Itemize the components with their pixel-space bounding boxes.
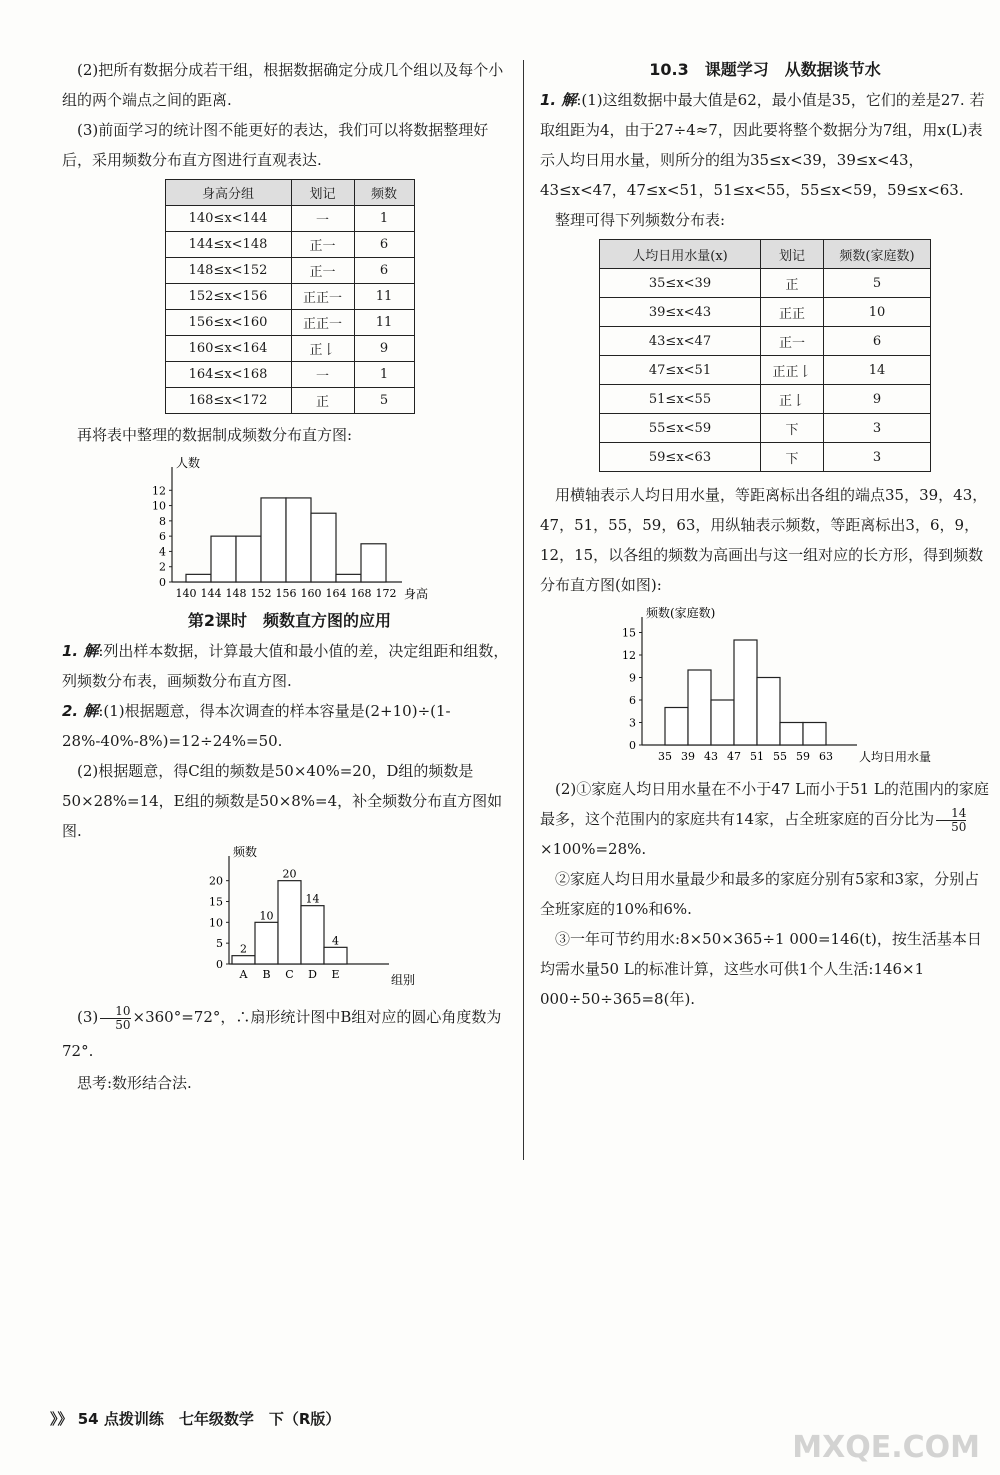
q2-text-1: :(1)根据题意，得本次调查的样本容量是(2+10)÷(1-28%-40%-8%)=12÷24%=50.: [62, 702, 451, 750]
x-tick-label: E: [331, 968, 340, 981]
table-row: [165, 232, 414, 258]
y-tick-label: 0: [216, 958, 223, 971]
histogram-bar: [301, 906, 324, 964]
table-row: [600, 414, 931, 443]
table-cell: 51≤x<55: [600, 385, 761, 414]
histogram-bar: [803, 723, 826, 746]
r-q1-paragraph: [540, 85, 990, 205]
y-tick-label: 6: [629, 694, 636, 707]
table-row: [165, 388, 414, 414]
y-tick-label: 12: [152, 484, 166, 498]
table-row: [165, 362, 414, 388]
x-tick-label: 140: [175, 587, 197, 600]
y-tick-label: 5: [216, 937, 223, 951]
table-cell: 6: [354, 232, 414, 258]
x-axis-label: 人均日用水量: [859, 750, 932, 764]
histogram-bar: [711, 700, 734, 745]
x-tick-label: B: [262, 968, 271, 981]
histogram-bar: [186, 574, 211, 582]
table-cell: 正一: [291, 232, 354, 258]
histogram-bar: [361, 544, 386, 582]
q2-number: 2. 解: [62, 702, 99, 720]
histogram-bar: [236, 536, 261, 582]
fraction-numerator: 10: [100, 1005, 130, 1019]
histogram-bar: [232, 956, 255, 964]
table-header-row: [600, 240, 931, 269]
y-tick-label: 8: [159, 514, 166, 528]
y-axis-label: 人数: [176, 456, 201, 470]
q1-number: 1. 解: [62, 642, 99, 660]
x-tick-label: D: [308, 968, 317, 981]
table-cell: 9: [354, 336, 414, 362]
r-q2-part1: [540, 774, 990, 864]
table-header: 划记: [761, 240, 824, 269]
x-axis-label: 组别: [391, 973, 416, 987]
table-cell: 正正一: [291, 310, 354, 336]
table-cell: 43≤x<47: [600, 327, 761, 356]
q2-part2: (2)根据题意，得C组的频数是50×40%=20，D组的频数是50×28%=14，E组的频数是50×8%=4，补全频数分布直方图如图.: [62, 762, 503, 840]
x-tick-label: 148: [225, 587, 247, 600]
table-cell: 160≤x<164: [165, 336, 291, 362]
table-cell: 168≤x<172: [165, 388, 291, 414]
x-axis-label: 身高: [404, 587, 429, 601]
table-cell: 140≤x<144: [165, 206, 291, 232]
y-tick-label: 2: [159, 560, 166, 574]
fraction: [100, 1005, 130, 1032]
table-cell: 5: [354, 388, 414, 414]
table-row: [165, 206, 414, 232]
x-tick-label: 164: [325, 587, 347, 600]
r-q1-text: :(1)这组数据中最大值是62，最小值是35，它们的差是27. 若取组距为4，由于27÷4≈7，因此要将整个数据分为7组，用x(L)表示人均日用水量，则所分的组为35≤x<39，39≤x<43，43≤x<47，47≤x<51，51≤x<55，55≤x<59，59≤x<63.: [540, 91, 985, 199]
x-tick-label: 168: [350, 587, 372, 600]
table-cell: 下: [761, 414, 824, 443]
table-cell: 148≤x<152: [165, 258, 291, 284]
table-cell: 正: [291, 388, 354, 414]
x-tick-label: 172: [375, 587, 397, 600]
table-cell: 152≤x<156: [165, 284, 291, 310]
y-tick-label: 9: [629, 671, 636, 685]
bar-data-label: 4: [332, 934, 339, 948]
table-cell: 6: [354, 258, 414, 284]
table-cell: 3: [824, 414, 931, 443]
bar-data-label: 14: [305, 892, 320, 906]
q1-paragraph: [62, 636, 517, 696]
x-tick-label: 156: [275, 587, 297, 600]
y-tick-label: 4: [159, 545, 166, 559]
table-row: [600, 385, 931, 414]
height-frequency-table: [165, 179, 415, 414]
y-tick-label: 12: [622, 649, 636, 662]
r-q2-text-a: (2)①家庭人均日用水量在不小于47 L而小于51 L的范围内的家庭最多，这个范围内的家庭共有14家，占全班家庭的百分比为: [540, 780, 989, 828]
table-cell: 正: [761, 269, 824, 298]
histogram-bar: [688, 670, 711, 745]
paragraph-4: 再将表中整理的数据制成频数分布直方图:: [77, 426, 353, 444]
y-tick-label: 15: [209, 895, 223, 909]
x-tick-label: 35: [658, 750, 672, 763]
table-cell: 39≤x<43: [600, 298, 761, 327]
water-usage-histogram: [540, 600, 990, 770]
height-histogram: [62, 450, 517, 602]
x-tick-label: 51: [750, 750, 764, 763]
table-cell: 11: [354, 310, 414, 336]
histogram-bar: [336, 574, 361, 582]
x-tick-label: C: [285, 968, 294, 981]
table-cell: 正𠄌: [291, 336, 354, 362]
histogram-bar: [278, 881, 301, 964]
table-cell: 10: [824, 298, 931, 327]
histogram-bar: [734, 640, 757, 745]
r-q1-p3: 用横轴表示人均日用水量，等距离标出各组的端点35，39，43，47，51，55，59，63，用纵轴表示频数，等距离标出3，6，9，12，15，以各组的频数为高画出与这一组对应的长方形，得到频数分布直方图(如图):: [540, 486, 988, 594]
r-q2-part3: ③一年可节约用水:8×50×365÷1 000=146(t)，按生活基本日均需水量50 L的标准计算，这些水可供1个人生活:146×1 000÷50÷365=8(年).: [540, 930, 982, 1008]
bar-data-label: 20: [282, 867, 297, 881]
column-divider: [523, 60, 524, 1160]
table-row: [165, 284, 414, 310]
table-cell: 59≤x<63: [600, 443, 761, 472]
table-cell: 11: [354, 284, 414, 310]
right-column: [540, 55, 990, 1014]
water-frequency-table: [599, 239, 931, 472]
watermark: MXQE.COM: [792, 1430, 980, 1465]
table-cell: 正正𠄌: [761, 356, 824, 385]
histogram-bar: [261, 498, 286, 582]
table-cell: 正𠄌: [761, 385, 824, 414]
x-tick-label: 55: [773, 750, 787, 763]
r-q1-p2: 整理可得下列频数分布表:: [555, 211, 726, 229]
table-cell: 14: [824, 356, 931, 385]
y-axis-label: 频数: [233, 846, 258, 859]
table-cell: 一: [291, 206, 354, 232]
table-row: [165, 336, 414, 362]
x-tick-label: 152: [250, 587, 272, 600]
paragraph-3: (3)前面学习的统计图不能更好的表达，我们可以将数据整理好后，采用频数分布直方图进行直观表达.: [62, 121, 489, 169]
table-row: [600, 298, 931, 327]
fraction-numerator: 14: [936, 807, 966, 821]
table-cell: 5: [824, 269, 931, 298]
table-cell: 35≤x<39: [600, 269, 761, 298]
y-tick-label: 6: [159, 530, 166, 544]
y-tick-label: 10: [209, 916, 223, 930]
y-tick-label: 0: [159, 576, 166, 589]
histogram-bar: [324, 947, 347, 964]
x-tick-label: 43: [704, 750, 718, 763]
table-cell: 正正: [761, 298, 824, 327]
r-q2-text-b: ×100%=28%.: [540, 840, 647, 858]
table-cell: 正正一: [291, 284, 354, 310]
table-cell: 1: [354, 206, 414, 232]
q2-part3-text: ×360°=72°，∴扇形统计图中B组对应的圆心角度数为72°.: [62, 1008, 502, 1060]
x-tick-label: 39: [681, 750, 695, 763]
table-row: [600, 327, 931, 356]
y-tick-label: 3: [629, 716, 636, 730]
r-q2-part2: ②家庭人均日用水量最少和最多的家庭分别有5家和3家，分别占全班家庭的10%和6%.: [540, 870, 980, 918]
histogram-bar: [211, 536, 236, 582]
table-header: 划记: [291, 180, 354, 206]
section-title: 10.3 课题学习 从数据谈节水: [649, 60, 881, 79]
x-tick-label: 47: [727, 750, 741, 763]
table-cell: 下: [761, 443, 824, 472]
table-cell: 55≤x<59: [600, 414, 761, 443]
table-cell: 164≤x<168: [165, 362, 291, 388]
table-header: 频数(家庭数): [824, 240, 931, 269]
thinking-note: 思考:数形结合法.: [77, 1074, 192, 1092]
histogram-bar: [665, 708, 688, 746]
histogram-bar: [311, 513, 336, 582]
x-tick-label: A: [239, 968, 248, 981]
left-column: [62, 55, 517, 1098]
section2-title: 第2课时 频数直方图的应用: [187, 611, 392, 630]
y-tick-label: 0: [629, 739, 636, 752]
q2-paragraph: [62, 696, 517, 756]
table-cell: 9: [824, 385, 931, 414]
table-cell: 3: [824, 443, 931, 472]
bar-data-label: 10: [259, 909, 274, 923]
histogram-bar: [286, 498, 311, 582]
fraction-denominator: 50: [115, 1017, 131, 1032]
y-tick-label: 15: [622, 626, 636, 640]
table-row: [165, 258, 414, 284]
x-tick-label: 63: [819, 750, 833, 763]
table-cell: 正一: [291, 258, 354, 284]
paragraph-2: (2)把所有数据分成若干组，根据数据确定分成几个组以及每个小组的两个端点之间的距离.: [62, 61, 504, 109]
table-cell: 47≤x<51: [600, 356, 761, 385]
table-header: 频数: [354, 180, 414, 206]
table-header: 人均日用水量(x): [600, 240, 761, 269]
table-row: [165, 310, 414, 336]
table-cell: 1: [354, 362, 414, 388]
table-row: [600, 356, 931, 385]
table-header-row: [165, 180, 414, 206]
bar-data-label: 2: [240, 942, 247, 956]
histogram-bar: [255, 922, 278, 964]
table-header: 身高分组: [165, 180, 291, 206]
table-cell: 144≤x<148: [165, 232, 291, 258]
q2-part3-prefix: (3): [77, 1008, 99, 1026]
table-cell: 156≤x<160: [165, 310, 291, 336]
histogram-bar: [757, 678, 780, 746]
group-frequency-histogram: [62, 846, 517, 996]
q2-part3: [62, 1000, 517, 1068]
y-axis-label: 频数(家庭数): [646, 606, 716, 620]
fraction-denominator: 50: [951, 819, 967, 834]
histogram-bar: [780, 723, 803, 746]
fraction: [936, 807, 966, 834]
table-cell: 正一: [761, 327, 824, 356]
page-footer: 》》 54 点拨训练 七年级数学 下（R版）: [50, 1410, 341, 1428]
q1-text: :列出样本数据，计算最大值和最小值的差，决定组距和组数，列频数分布表，画频数分布直方图.: [62, 642, 509, 690]
y-tick-label: 20: [209, 874, 223, 888]
table-cell: 一: [291, 362, 354, 388]
y-tick-label: 10: [152, 499, 166, 513]
x-tick-label: 160: [300, 587, 322, 600]
x-tick-label: 59: [796, 750, 810, 763]
table-cell: 6: [824, 327, 931, 356]
table-row: [600, 269, 931, 298]
r-q1-number: 1. 解: [540, 91, 577, 109]
table-row: [600, 443, 931, 472]
x-tick-label: 144: [200, 587, 222, 600]
